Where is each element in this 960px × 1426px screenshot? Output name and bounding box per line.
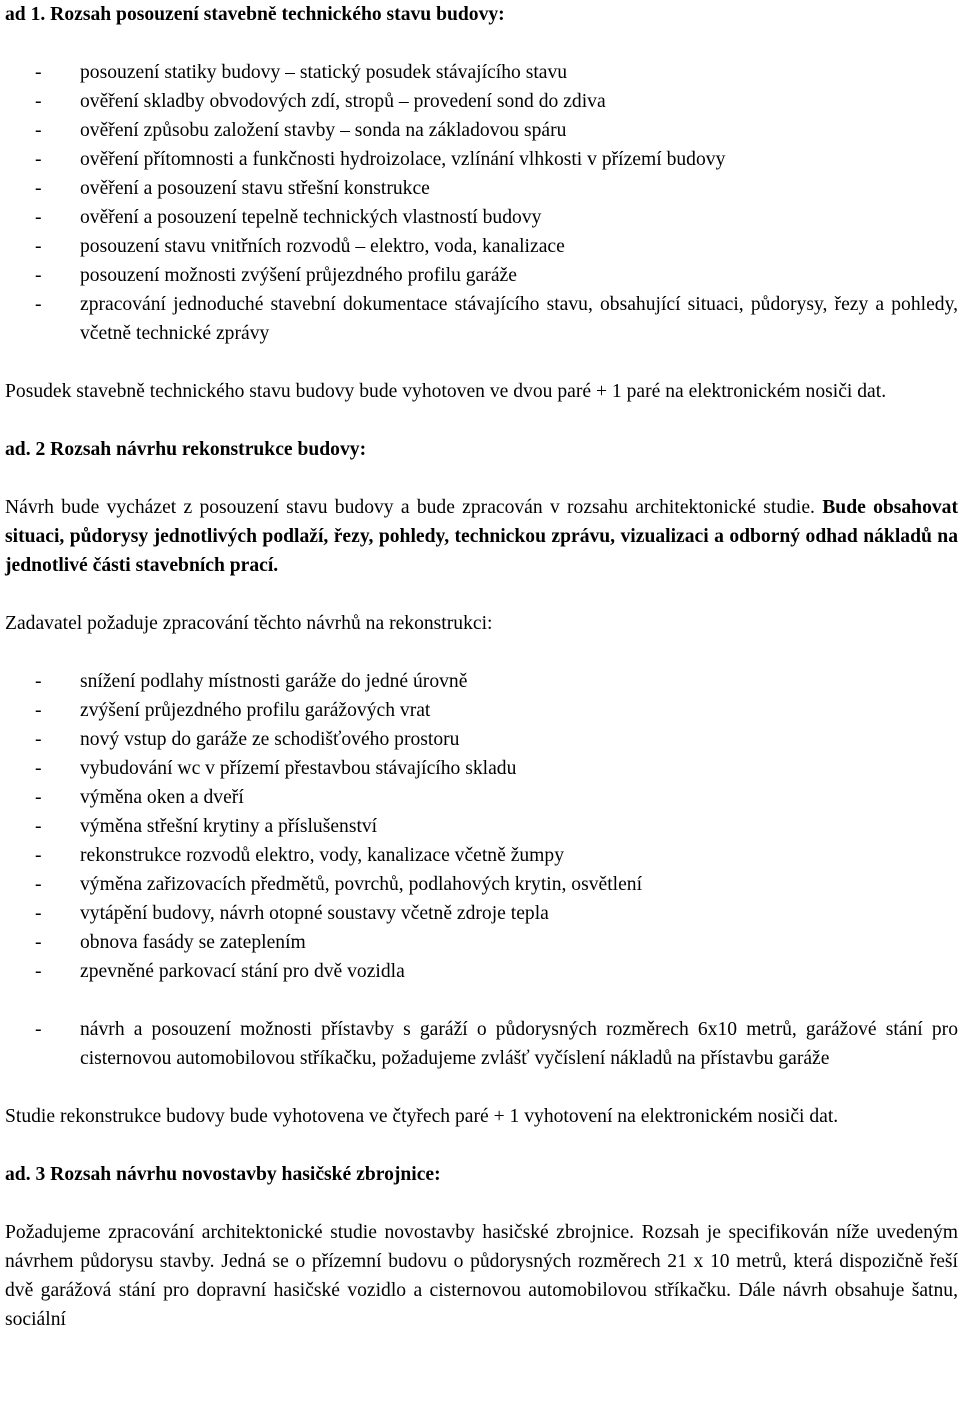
section2-paragraph-bold: Bude obsahovat situaci, půdorysy jednotlivých podlaží, řezy, pohledy, technickou zprávu, vizualizaci a odborný odhad nákladů na jednotlivé části stavebních prací. xyxy=(5,497,958,576)
dash-marker: - xyxy=(35,62,42,83)
list-item: - návrh a posouzení možnosti přístavby s garáží o půdorysných rozměrech 6x10 metrů, garážové stání pro cisternovou automobilovou stříkačku, požadujeme zvlášť vyčíslení nákladů na přístavbu garáže xyxy=(5,1015,958,1073)
dash-marker: - xyxy=(35,236,42,257)
dash-marker: - xyxy=(35,265,42,286)
dash-marker: - xyxy=(35,671,42,692)
section2-list xyxy=(5,667,958,986)
list-item: - výměna zařizovacích předmětů, povrchů, podlahových krytin, osvětlení xyxy=(5,870,958,899)
section2-heading: ad. 2 Rozsah návrhu rekonstrukce budovy: xyxy=(5,439,367,460)
list-item: - ověření způsobu založení stavby – sonda na základovou spáru xyxy=(5,116,958,145)
section1-paragraph: Posudek stavebně technického stavu budovy bude vyhotoven ve dvou paré + 1 paré na elektronickém nosiči dat. xyxy=(5,381,887,402)
section2-paragraph xyxy=(5,493,958,580)
dash-marker: - xyxy=(35,961,42,982)
list-item: - vybudování wc v přízemí přestavbou stávajícího skladu xyxy=(5,754,958,783)
list-item: - výměna střešní krytiny a příslušenství xyxy=(5,812,958,841)
section3-heading: ad. 3 Rozsah návrhu novostavby hasičské zbrojnice: xyxy=(5,1164,441,1185)
dash-marker: - xyxy=(35,816,42,837)
list-item: - obnova fasády se zateplením xyxy=(5,928,958,957)
list-item: - nový vstup do garáže ze schodišťového prostoru xyxy=(5,725,958,754)
list-item: - ověření přítomnosti a funkčnosti hydroizolace, vzlínání vlhkosti v přízemí budovy xyxy=(5,145,958,174)
dash-marker: - xyxy=(35,903,42,924)
list-item: - zvýšení průjezdného profilu garážových vrat xyxy=(5,696,958,725)
list-item: - zpracování jednoduché stavební dokumentace stávajícího stavu, obsahující situaci, půdorysy, řezy a pohledy, včetně technické zprávy xyxy=(5,290,958,348)
dash-marker: - xyxy=(35,178,42,199)
list-item: - ověření skladby obvodových zdí, stropů – provedení sond do zdiva xyxy=(5,87,958,116)
dash-marker: - xyxy=(35,207,42,228)
section1-list xyxy=(5,58,958,348)
dash-marker: - xyxy=(35,1019,42,1040)
section1-heading: ad 1. Rozsah posouzení stavebně technického stavu budovy: xyxy=(5,4,505,25)
section2-paragraph-plain: Návrh bude vycházet z posouzení stavu budovy a bude zpracován v rozsahu architektonické studie. xyxy=(5,497,823,518)
section3-paragraph: Požadujeme zpracování architektonické studie novostavby hasičské zbrojnice. Rozsah je specifikován níže uvedeným návrhem půdorysu stavby. Jedná se o přízemní budovu o půdorysných rozměrech 21 x 10 metrů, která dispozičně řeší dvě garážová stání pro dopravní hasičské vozidlo a cisternovou automobilovou stříkačku. Dále návrh obsahuje šatnu, sociální xyxy=(5,1222,958,1330)
section2-closing-paragraph: Studie rekonstrukce budovy bude vyhotovena ve čtyřech paré + 1 vyhotovení na elektronickém nosiči dat. xyxy=(5,1106,839,1127)
dash-marker: - xyxy=(35,149,42,170)
list-item: - posouzení stavu vnitřních rozvodů – elektro, voda, kanalizace xyxy=(5,232,958,261)
dash-marker: - xyxy=(35,700,42,721)
list-item: - ověření a posouzení tepelně technických vlastností budovy xyxy=(5,203,958,232)
document-page xyxy=(5,0,958,1334)
dash-marker: - xyxy=(35,91,42,112)
dash-marker: - xyxy=(35,758,42,779)
dash-marker: - xyxy=(35,787,42,808)
dash-marker: - xyxy=(35,932,42,953)
dash-marker: - xyxy=(35,874,42,895)
dash-marker: - xyxy=(35,729,42,750)
dash-marker: - xyxy=(35,845,42,866)
list-item: - zpevněné parkovací stání pro dvě vozidla xyxy=(5,957,958,986)
dash-marker: - xyxy=(35,294,42,315)
list-item: - rekonstrukce rozvodů elektro, vody, kanalizace včetně žumpy xyxy=(5,841,958,870)
list-item: - posouzení možnosti zvýšení průjezdného profilu garáže xyxy=(5,261,958,290)
list-item: - posouzení statiky budovy – statický posudek stávajícího stavu xyxy=(5,58,958,87)
list-item: - vytápění budovy, návrh otopné soustavy včetně zdroje tepla xyxy=(5,899,958,928)
section2-extra-list xyxy=(5,1015,958,1073)
list-item: - výměna oken a dveří xyxy=(5,783,958,812)
section2-intro: Zadavatel požaduje zpracování těchto návrhů na rekonstrukci: xyxy=(5,613,493,634)
dash-marker: - xyxy=(35,120,42,141)
list-item: - snížení podlahy místnosti garáže do jedné úrovně xyxy=(5,667,958,696)
list-item: - ověření a posouzení stavu střešní konstrukce xyxy=(5,174,958,203)
